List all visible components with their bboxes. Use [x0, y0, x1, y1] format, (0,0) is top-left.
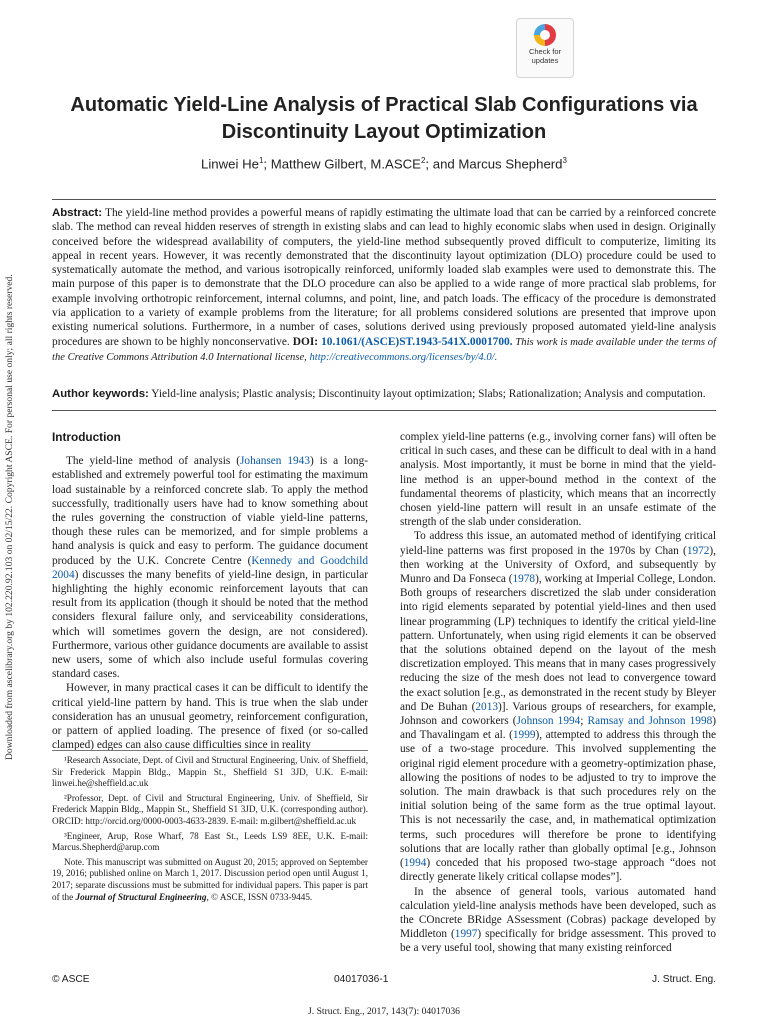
author-separator: ; and [425, 156, 459, 172]
badge-line2: updates [531, 55, 559, 65]
footer-journal-abbrev: J. Struct. Eng. [652, 974, 716, 985]
license-link[interactable]: http://creativecommons.org/licenses/by/4.0/. [309, 351, 498, 363]
abstract-text: The yield-line method provides a powerful means of rapidly estimating the ultimate load that can be carried by a reinforced concrete slab. The method can reveal hidden reserves of strength in existing slabs and can lead to highly economic slabs when used in design. Originally conceived before the widespread availability of computers, the yield-line method subsequently proved difficult to computerize, limiting its appeal in recent years. However, it was recently demonstrated that the discontinuity layout optimization (DLO) procedure could be used to systematically automate the method, and various isotropically reinforced, uniformly loaded slab examples were used to demonstrate this. The main purpose of this paper is to demonstrate that the DLO procedure can also be applied to a wide range of more practical slab problems, for example involving orthotropic reinforcement, internal columns, and point, line, and patch loads. The efficacy of the procedure is demonstrated via application to a variety of example problems from the literature; for all problems considered solutions are presented that improve upon existing numerical solutions. Furthermore, in a number of cases, solutions derived using previously proposed automated yield-line analysis procedures are shown to be highly nonconservative. [52, 207, 716, 348]
text-run: ) specifically for bridge assessment. This proved to be a very useful tool, showing that many existing reinforced [400, 928, 716, 955]
right-column [400, 430, 716, 956]
footer-copyright: © ASCE [52, 974, 90, 985]
body-paragraph-3 [400, 885, 716, 956]
crossmark-icon [534, 24, 556, 46]
text-run: ) and Thavalingam et al. ( [400, 715, 717, 742]
footnote-1: ¹Research Associate, Dept. of Civil and Structural Engineering, Univ. of Sheffield, Sir Frederick Mappin Bldg., Mappin St., Sheffield S1 3JD, U.K. E-mail: linwei.he@sheffield.ac.uk [52, 755, 368, 789]
text-run: )]. Various groups of researchers, for example, Johnson and coworkers ( [400, 700, 716, 728]
citation-link[interactable]: Johansen 1943 [240, 455, 310, 468]
citation-link[interactable]: 1999 [512, 729, 536, 742]
badge-line1: Check for [528, 47, 562, 56]
text-run: ) discusses the many benefits of yield-line design, in particular highlighting the highly economic reinforcement layouts that can result from its application (though it should be noted that the method considers flexural failure only, and serviceability considerations, which will sometimes govern the design, are not considered). Furthermore, various other guidance documents are available to assist new users, some of which also include useful formulas covering standard cases. [52, 568, 368, 681]
author-name: Marcus Shepherd [458, 156, 563, 172]
footnote-2: ²Professor, Dept. of Civil and Structural Engineering, Univ. of Sheffield, Sir Frederick Mappin Bldg., Mappin St., Sheffield S1 3JD, U.K. (corresponding author). ORCID: http://orcid.org/0000-0003-4633-2839. E-mail: m.gilbert@sheffield.ac.uk [52, 792, 368, 826]
section-heading-introduction: Introduction [52, 430, 121, 444]
citation-link[interactable]: 1972 [686, 544, 710, 557]
body-paragraph-2 [400, 529, 716, 884]
footnote-3: ³Engineer, Arup, Rose Wharf, 78 East St., Leeds LS9 8EE, U.K. E-mail: Marcus.Shepherd@arup.com [52, 830, 368, 853]
text-run: ; [580, 715, 588, 728]
citation-link[interactable]: 2013 [475, 700, 498, 713]
download-notice-text: Downloaded from ascelibrary.org by 102.220.92.103 on 02/15/22. Copyright ASCE. For personal use only; all rights reserved. [4, 274, 15, 760]
text-run: The yield-line method of analysis ( [66, 455, 241, 468]
text-run: ), then working at the University of Oxford, and subsequently by Munro and Da Fonseca ( [400, 544, 716, 586]
abstract [52, 206, 716, 365]
author-keywords [52, 388, 716, 400]
abstract-top-rule [52, 199, 716, 200]
text-run: ), attempted to address this through the use of a two-stage procedure. This involved supplementing the original rigid element procedure with a geometry-optimization phase, allowing the positions of nodes to be adjusted to try to improve the solution. The main drawback is that such procedures rely on the initial solution being of the same form as the true optimal layout. This is not necessarily the case, and, in mathematical optimization terms, such procedures will therefore be prone to identifying solutions that are locally rather than globally optimal [e.g., Johnson ( [400, 729, 716, 870]
citation-link[interactable]: 1978 [512, 573, 536, 586]
text-run: In the absence of general tools, various automated hand calculation yield-line analysis methods have been developed, such as the COncrete BRidge ASsessment (Cobras) package developed by Middleton ( [400, 885, 716, 941]
citation-link[interactable]: 1997 [454, 928, 478, 941]
keywords-text: Yield-line analysis; Plastic analysis; Discontinuity layout optimization; Slabs; Rationalization; Analysis and computation. [148, 388, 706, 400]
text-run: ) conceded that his proposed two-stage approach “does not directly generate likely critical collapse modes”]. [400, 857, 716, 884]
doi-link[interactable]: 10.1061/(ASCE)ST.1943-541X.0001700. [321, 335, 513, 348]
author-name: Matthew Gilbert, M.ASCE [270, 156, 421, 172]
citation-link[interactable]: Kennedy and Goodchild 2004 [52, 554, 368, 581]
author-affiliation-mark: 1 [258, 156, 264, 165]
bottom-citation: J. Struct. Eng., 2017, 143(7): 04017036 [308, 1006, 460, 1017]
download-notice [2, 240, 20, 760]
text-run: ), working at Imperial College, London. Both groups of researchers discretized the slab under consideration into rigid elements separated by potential yield-lines and then used linear programming (LP) techniques to identify the critical yield-line pattern. Unfortunately, when using rigid elements it can be observed that the solutions obtained depend on the layout of the mesh discretization employed. This means that in many cases progressively reducing the size of the mesh does not lead to convergence toward the exact solution [e.g., as demonstrated in the recent study by Bleyer and De Buhan ( [400, 573, 716, 713]
text-run: To address this issue, an automated method of identifying critical yield-line patterns was first proposed in the 1970s by Chan ( [400, 530, 716, 557]
check-for-updates-badge[interactable] [516, 18, 574, 78]
citation-link[interactable]: Ramsay and Johnson 1998 [587, 715, 713, 728]
intro-paragraph-2: However, in many practical cases it can be difficult to identify the critical yield-line pattern by hand. This is true when the slab under consideration has an unusual geometry, reinforcement configuration, or pattern of applied loading. The presence of fixed (or so-called clamped) edges can also cause difficulties since in reality [52, 682, 368, 752]
footnotes [52, 750, 368, 906]
body-paragraph-continued: complex yield-line patterns (e.g., involving corner fans) will often be critical in such cases, and these can be difficult to deal with in a hand analysis. Most importantly, it must be borne in mind that the yield-line method is an upper-bound method in the context of the fundamental theorems of plasticity, which means that an incorrectly chosen yield-line pattern will result in an unsafe estimate of the strength of the slab under consideration. [400, 431, 716, 529]
author-affiliation-mark: 2 [420, 156, 426, 165]
text-run: Note. This manuscript was submitted on August 20, 2015; approved on September 19, 2016; published online on March 1, 2017. Discussion period open until August 1, 2017; separate discussions must be submitted for individual papers. This paper is part of the [52, 856, 368, 902]
left-column [52, 430, 368, 752]
paper-title: Automatic Yield-Line Analysis of Practical Slab Configurations via Discontinuity Layout Optimization [70, 94, 698, 143]
doi-label: DOI: [292, 335, 319, 348]
intro-paragraph-1 [52, 454, 368, 681]
author-affiliation-mark: 3 [562, 156, 567, 165]
keywords-label: Author keywords: [52, 388, 149, 400]
text-run: ) is a long-established and extremely powerful tool for estimating the maximum load sustainable by a reinforced concrete slab. To apply the method successfully, traditionally users have had to know something about the rules governing the construction of viable yield-line patterns, though these rules can be memorized, and for simple problems a hand analysis is quick and easy to perform. The guidance document produced by the U.K. Concrete Centre ( [52, 455, 368, 567]
license-text: This work is made available under the terms of the Creative Commons Attribution 4.0 International license, [52, 336, 717, 363]
abstract-label: Abstract: [52, 207, 103, 219]
author-name: Linwei He [201, 156, 259, 172]
citation-link[interactable]: Johnson 1994 [516, 715, 581, 728]
footnote-rule [52, 750, 368, 751]
citation-link[interactable]: 1994 [403, 857, 427, 870]
journal-name: Journal of Structural Engineering [75, 891, 207, 902]
author-separator: ; [263, 156, 271, 172]
submission-note [52, 857, 368, 903]
text-run: , © ASCE, ISSN 0733-9445. [206, 891, 313, 902]
author-list [40, 156, 728, 171]
keywords-bottom-rule [52, 410, 716, 411]
footer-article-number: 04017036-1 [334, 974, 389, 985]
